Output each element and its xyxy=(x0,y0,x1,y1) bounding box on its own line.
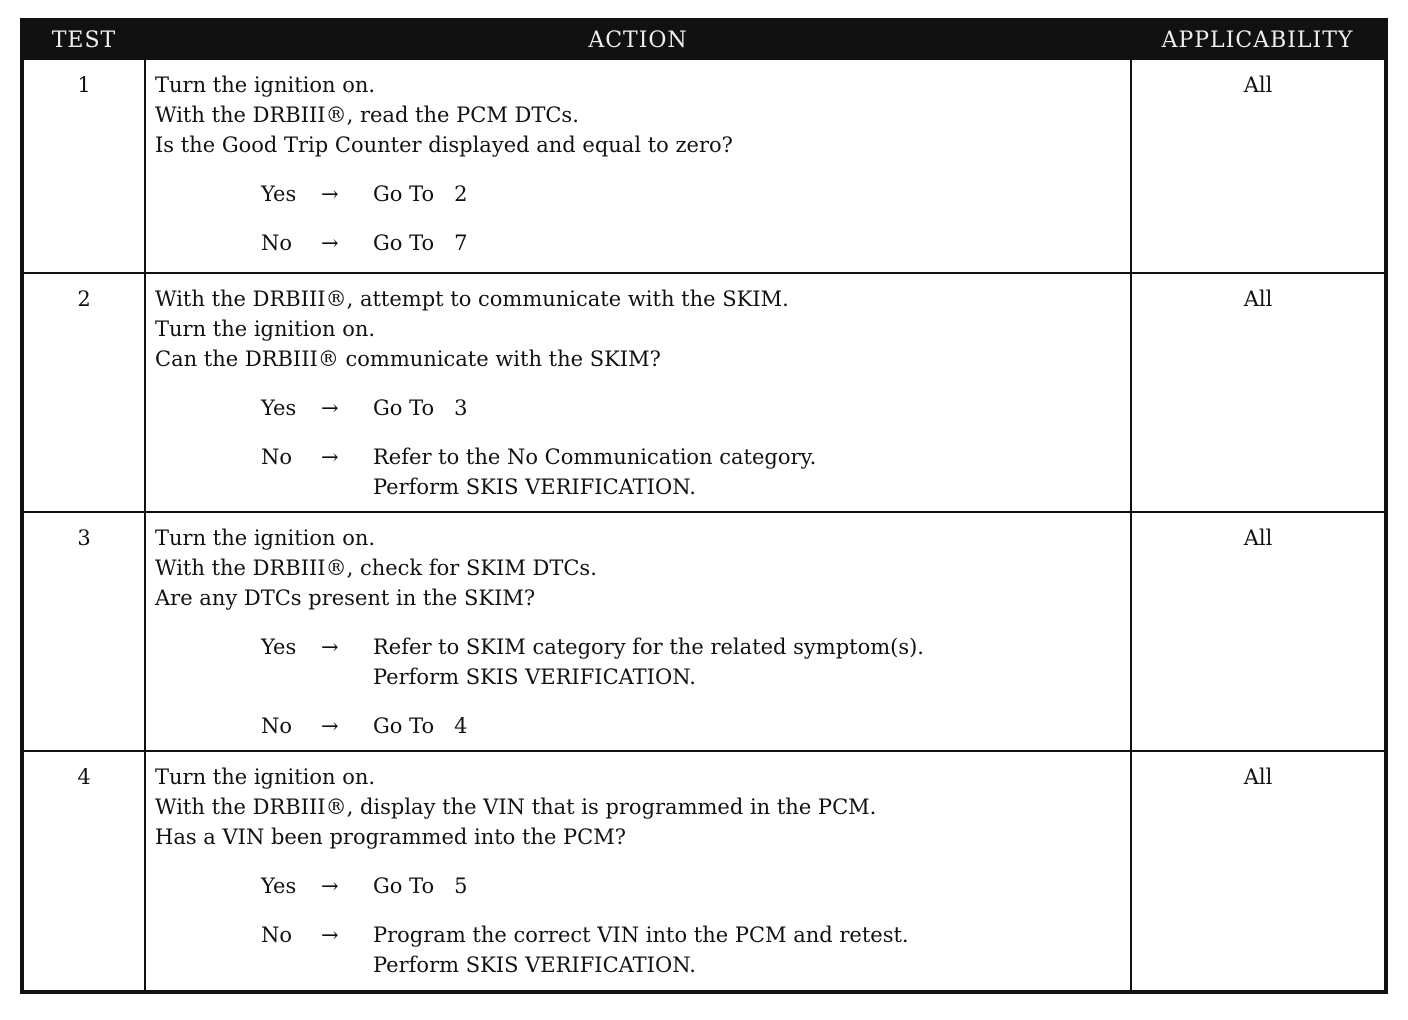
result-line: Go To 4 xyxy=(373,713,468,738)
no-branch xyxy=(261,711,1122,741)
applicability-cell: All xyxy=(1131,273,1384,512)
test-number: 4 xyxy=(24,751,145,990)
header-action: ACTION xyxy=(145,22,1131,59)
arrow-right-icon: → xyxy=(321,182,339,206)
instruction-line: With the DRBIII®, read the PCM DTCs. xyxy=(155,103,579,127)
result-line: Go To 5 xyxy=(373,873,468,898)
action-cell xyxy=(145,273,1131,512)
no-result xyxy=(373,442,1122,502)
no-result xyxy=(373,228,1122,258)
yes-branch xyxy=(261,179,1122,209)
test-number: 2 xyxy=(24,273,145,512)
test-number: 1 xyxy=(24,59,145,273)
arrow-right-icon: → xyxy=(321,634,339,659)
no-result xyxy=(373,711,1122,741)
table-row xyxy=(24,59,1384,273)
arrow-right-icon: → xyxy=(321,395,339,420)
instruction-line: Turn the ignition on. xyxy=(155,73,376,97)
no-label: No xyxy=(261,922,293,947)
yes-label: Yes xyxy=(261,182,297,206)
table-row xyxy=(24,751,1384,990)
instruction-line: Turn the ignition on. xyxy=(155,525,376,550)
applicability-cell: All xyxy=(1131,751,1384,990)
result-line: Refer to SKIM category for the related symptom(s). xyxy=(373,634,924,659)
instruction-line: With the DRBIII®, check for SKIM DTCs. xyxy=(155,555,597,580)
yes-branch xyxy=(261,393,1122,423)
yes-result xyxy=(373,179,1122,209)
no-label: No xyxy=(261,231,293,255)
no-branch xyxy=(261,920,1122,980)
table-row xyxy=(24,512,1384,751)
no-branch xyxy=(261,442,1122,502)
result-line: Perform SKIS VERIFICATION. xyxy=(373,474,696,499)
result-line: Perform SKIS VERIFICATION. xyxy=(373,952,696,977)
no-label: No xyxy=(261,713,293,738)
result-line: Go To 7 xyxy=(373,231,468,255)
yes-branch xyxy=(261,871,1122,901)
applicability-cell: All xyxy=(1131,59,1384,273)
arrow-right-icon: → xyxy=(321,231,339,255)
result-line: Refer to the No Communication category. xyxy=(373,444,817,469)
result-line: Program the correct VIN into the PCM and retest. xyxy=(373,922,909,947)
yes-result xyxy=(373,632,1122,692)
instruction-line: With the DRBIII®, display the VIN that is programmed in the PCM. xyxy=(155,794,877,819)
instruction-question: Has a VIN been programmed into the PCM? xyxy=(155,824,627,849)
diagnostic-table-frame xyxy=(20,18,1388,994)
no-result xyxy=(373,920,1122,980)
diagnostic-test-table xyxy=(24,22,1385,990)
yes-label: Yes xyxy=(261,634,297,659)
instruction-line: Turn the ignition on. xyxy=(155,764,376,789)
yes-result xyxy=(373,393,1122,423)
table-header-row xyxy=(24,22,1384,59)
test-number: 3 xyxy=(24,512,145,751)
result-line: Perform SKIS VERIFICATION. xyxy=(373,664,696,689)
header-test: TEST xyxy=(24,22,145,59)
instruction-line: With the DRBIII®, attempt to communicate with the SKIM. xyxy=(155,286,789,311)
instruction-line: Turn the ignition on. xyxy=(155,316,376,341)
arrow-right-icon: → xyxy=(321,713,339,738)
applicability-cell: All xyxy=(1131,512,1384,751)
instruction-question: Is the Good Trip Counter displayed and equal to zero? xyxy=(155,133,733,157)
header-applicability: APPLICABILITY xyxy=(1131,22,1384,59)
action-cell xyxy=(145,512,1131,751)
instruction-question: Are any DTCs present in the SKIM? xyxy=(155,585,536,610)
yes-branch xyxy=(261,632,1122,692)
arrow-right-icon: → xyxy=(321,873,339,898)
arrow-right-icon: → xyxy=(321,922,339,947)
yes-label: Yes xyxy=(261,395,297,420)
yes-label: Yes xyxy=(261,873,297,898)
yes-result xyxy=(373,871,1122,901)
instruction-question: Can the DRBIII® communicate with the SKIM? xyxy=(155,346,661,371)
table-row xyxy=(24,273,1384,512)
no-branch xyxy=(261,228,1122,258)
arrow-right-icon: → xyxy=(321,444,339,469)
no-label: No xyxy=(261,444,293,469)
result-line: Go To 2 xyxy=(373,182,468,206)
result-line: Go To 3 xyxy=(373,395,468,420)
action-cell xyxy=(145,751,1131,990)
action-cell xyxy=(145,59,1131,273)
